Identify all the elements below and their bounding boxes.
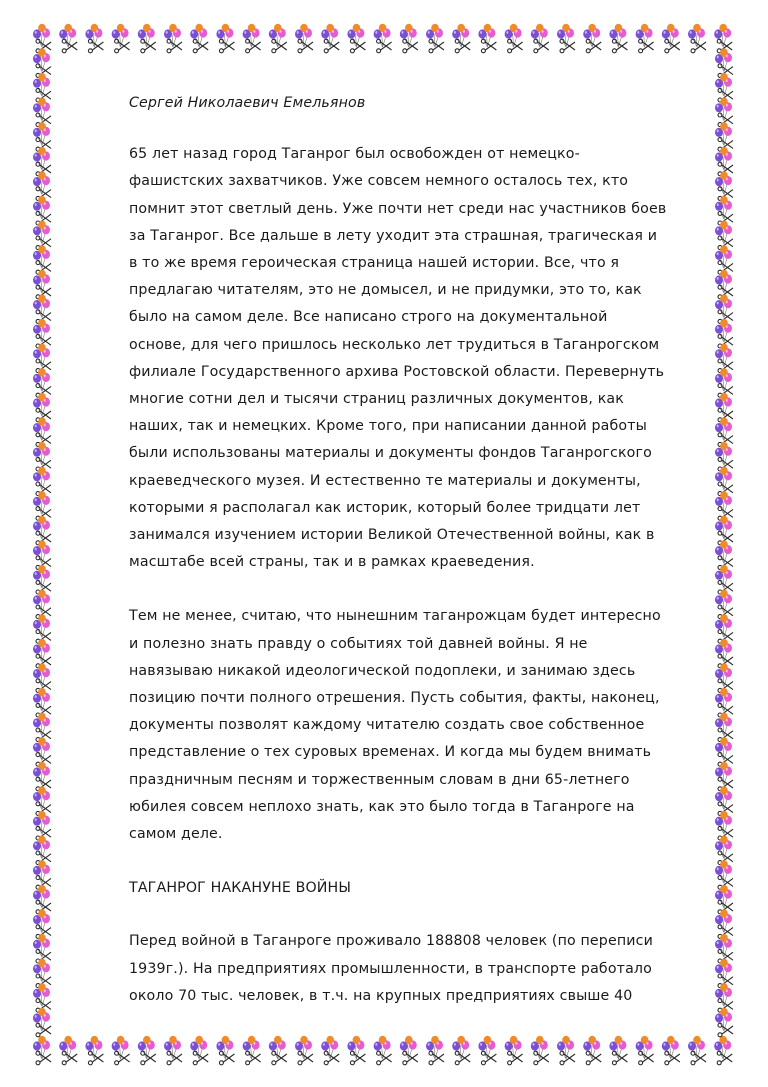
balloon-scissors-icon (33, 171, 51, 200)
balloon-scissors-icon (478, 24, 496, 53)
text-line: навязываю никакой идеологической подоплеки, и занимаю здесь (129, 662, 636, 679)
text-line: представление о тех суровых временах. И когда мы будем внимать (129, 744, 652, 761)
balloon-scissors-icon (426, 24, 444, 53)
balloon-scissors-icon (715, 196, 733, 225)
balloon-scissors-icon (33, 319, 51, 348)
balloon-scissors-icon (688, 24, 706, 53)
balloon-scissors-icon (33, 294, 51, 323)
paragraph-intro (129, 141, 689, 576)
balloon-scissors-icon (715, 516, 733, 545)
balloon-scissors-icon (33, 1008, 51, 1037)
balloon-scissors-icon (216, 24, 234, 53)
balloon-scissors-icon (33, 24, 51, 53)
text-line: 1939г.). На предприятиях промышленности, в транспорте работало (129, 960, 652, 977)
balloon-scissors-icon (33, 122, 51, 151)
balloon-scissors-icon (33, 639, 51, 668)
balloon-scissors-icon (33, 270, 51, 299)
text-line: Перед войной в Таганроге проживало 188808 человек (по переписи (129, 933, 653, 950)
balloon-scissors-icon (715, 713, 733, 742)
balloon-scissors-icon (688, 1036, 706, 1065)
balloon-scissors-icon (33, 909, 51, 938)
document-body (129, 90, 689, 1010)
balloon-scissors-icon (33, 48, 51, 77)
balloon-scissors-icon (33, 196, 51, 225)
balloon-scissors-icon (33, 663, 51, 692)
balloon-scissors-icon (85, 1036, 103, 1065)
balloon-scissors-icon (33, 73, 51, 102)
balloon-scissors-icon (505, 1036, 523, 1065)
text-line: наших, так и немецких. Кроме того, при написании данной работы (129, 418, 648, 435)
text-line: и полезно знать правду о событиях той давней войны. Я не (129, 635, 588, 652)
balloon-scissors-icon (33, 713, 51, 742)
balloon-scissors-icon (164, 1036, 182, 1065)
balloon-scissors-icon (715, 737, 733, 766)
balloon-scissors-icon (715, 983, 733, 1012)
balloon-scissors-icon (715, 294, 733, 323)
balloon-scissors-icon (33, 688, 51, 717)
balloon-scissors-icon (715, 639, 733, 668)
balloon-scissors-icon (33, 442, 51, 471)
paragraph-purpose (129, 603, 689, 848)
balloon-scissors-icon (714, 24, 732, 53)
balloon-scissors-icon (715, 122, 733, 151)
balloon-scissors-icon (715, 1008, 733, 1037)
balloon-scissors-icon (33, 565, 51, 594)
balloon-scissors-icon (33, 540, 51, 569)
balloon-scissors-icon (347, 1036, 365, 1065)
balloon-scissors-icon (715, 98, 733, 127)
balloon-scissors-icon (714, 1036, 732, 1065)
balloon-scissors-icon (715, 147, 733, 176)
balloon-scissors-icon (59, 24, 77, 53)
balloon-scissors-icon (715, 171, 733, 200)
balloon-scissors-icon (715, 762, 733, 791)
balloon-scissors-icon (112, 1036, 130, 1065)
balloon-scissors-icon (662, 24, 680, 53)
balloon-scissors-icon (295, 1036, 313, 1065)
balloon-scissors-icon (33, 786, 51, 815)
balloon-scissors-icon (400, 1036, 418, 1065)
balloon-scissors-icon (400, 24, 418, 53)
balloon-scissors-icon (243, 24, 261, 53)
balloon-scissors-icon (33, 590, 51, 619)
balloon-scissors-icon (715, 270, 733, 299)
balloon-scissors-icon (59, 1036, 77, 1065)
text-line: около 70 тыс. человек, в т.ч. на крупных предприятиях свыше 40 (129, 987, 633, 1004)
text-line: праздничным песням и торжественным словам в дни 65-летнего (129, 771, 630, 788)
balloon-scissors-icon (715, 811, 733, 840)
text-line: самом деле. (129, 826, 223, 843)
balloon-scissors-icon (531, 1036, 549, 1065)
balloon-scissors-icon (33, 1036, 51, 1065)
balloon-scissors-icon (33, 934, 51, 963)
balloon-scissors-icon (33, 737, 51, 766)
balloon-scissors-icon (715, 442, 733, 471)
balloon-scissors-icon (33, 147, 51, 176)
balloon-scissors-icon (33, 959, 51, 988)
balloon-scissors-icon (715, 663, 733, 692)
balloon-scissors-icon (190, 1036, 208, 1065)
balloon-scissors-icon (715, 368, 733, 397)
balloon-scissors-icon (374, 24, 392, 53)
paragraph-prewar (129, 928, 689, 1010)
text-line: было на самом деле. Все написано строго на документальной (129, 309, 608, 326)
balloon-scissors-icon (33, 491, 51, 520)
author-name: Сергей Николаевич Емельянов (129, 95, 366, 111)
text-line: основе, для чего пришлось несколько лет трудиться в Таганрогском (129, 336, 660, 353)
balloon-scissors-icon (583, 24, 601, 53)
text-line: помнит этот светлый день. Уже почти нет среди нас участников боев (129, 200, 667, 217)
balloon-scissors-icon (715, 565, 733, 594)
balloon-scissors-icon (609, 1036, 627, 1065)
balloon-scissors-icon (33, 983, 51, 1012)
text-line: занимался изучением истории Великой Отечественной войны, как в (129, 527, 655, 544)
balloon-scissors-icon (33, 516, 51, 545)
balloon-scissors-icon (33, 368, 51, 397)
balloon-scissors-icon (715, 959, 733, 988)
balloon-scissors-icon (33, 98, 51, 127)
balloon-scissors-icon (715, 885, 733, 914)
text-line: юбилея совсем неплохо знать, как это было тогда в Таганроге на (129, 798, 635, 815)
text-line: филиале Государственного архива Ростовской области. Перевернуть (129, 363, 665, 380)
section-heading: ТАГАНРОГ НАКАНУНЕ ВОЙНЫ (129, 880, 352, 897)
balloon-scissors-icon (426, 1036, 444, 1065)
balloon-scissors-icon (269, 1036, 287, 1065)
text-line: в то же время героическая страница нашей истории. Все, что я (129, 255, 620, 272)
balloon-scissors-icon (715, 836, 733, 865)
balloon-scissors-icon (269, 24, 287, 53)
balloon-scissors-icon (715, 614, 733, 643)
balloon-scissors-icon (216, 1036, 234, 1065)
balloon-scissors-icon (374, 1036, 392, 1065)
balloon-scissors-icon (715, 48, 733, 77)
balloon-scissors-icon (33, 221, 51, 250)
balloon-scissors-icon (33, 417, 51, 446)
balloon-scissors-icon (505, 24, 523, 53)
balloon-scissors-icon (715, 491, 733, 520)
text-line: позицию почти полного отрешения. Пусть события, факты, наконец, (129, 690, 660, 707)
balloon-scissors-icon (662, 1036, 680, 1065)
balloon-scissors-icon (715, 934, 733, 963)
balloon-scissors-icon (33, 344, 51, 373)
balloon-scissors-icon (33, 245, 51, 274)
text-line: фашистских захватчиков. Уже совсем немного осталось тех, кто (129, 173, 629, 190)
balloon-scissors-icon (715, 344, 733, 373)
balloon-scissors-icon (33, 614, 51, 643)
text-line: были использованы материалы и документы фондов Таганрогского (129, 445, 652, 462)
balloon-scissors-icon (715, 786, 733, 815)
balloon-scissors-icon (33, 836, 51, 865)
balloon-scissors-icon (557, 1036, 575, 1065)
balloon-scissors-icon (715, 393, 733, 422)
balloon-scissors-icon (715, 590, 733, 619)
balloon-scissors-icon (452, 1036, 470, 1065)
balloon-scissors-icon (33, 393, 51, 422)
balloon-scissors-icon (33, 762, 51, 791)
balloon-scissors-icon (33, 885, 51, 914)
balloon-scissors-icon (715, 909, 733, 938)
balloon-scissors-icon (33, 860, 51, 889)
balloon-scissors-icon (636, 1036, 654, 1065)
balloon-scissors-icon (138, 24, 156, 53)
balloon-scissors-icon (715, 221, 733, 250)
text-line: Тем не менее, считаю, что нынешним таганрожцам будет интересно (129, 608, 661, 625)
text-line: 65 лет назад город Таганрог был освобожден от немецко- (129, 146, 580, 163)
balloon-scissors-icon (138, 1036, 156, 1065)
text-line: краеведческого музея. И естественно те материалы и документы, (129, 472, 641, 489)
balloon-scissors-icon (85, 24, 103, 53)
balloon-scissors-icon (715, 319, 733, 348)
balloon-scissors-icon (636, 24, 654, 53)
balloon-scissors-icon (321, 24, 339, 53)
balloon-scissors-icon (715, 417, 733, 446)
balloon-scissors-icon (715, 245, 733, 274)
balloon-scissors-icon (295, 24, 313, 53)
balloon-scissors-icon (557, 24, 575, 53)
balloon-scissors-icon (715, 688, 733, 717)
balloon-scissors-icon (531, 24, 549, 53)
balloon-scissors-icon (478, 1036, 496, 1065)
balloon-scissors-icon (190, 24, 208, 53)
balloon-scissors-icon (164, 24, 182, 53)
text-line: многие сотни дел и тысячи страниц различных документов, как (129, 391, 624, 408)
balloon-scissors-icon (321, 1036, 339, 1065)
balloon-scissors-icon (715, 860, 733, 889)
balloon-scissors-icon (583, 1036, 601, 1065)
text-line: за Таганрог. Все дальше в лету уходит эта страшная, трагическая и (129, 227, 658, 244)
text-line: масштабе всей страны, так и в рамках краеведения. (129, 554, 535, 571)
balloon-scissors-icon (243, 1036, 261, 1065)
text-line: предлагаю читателям, это не домысел, и не придумки, это то, как (129, 282, 642, 299)
text-line: которыми я располагал как историк, который более тридцати лет (129, 499, 641, 516)
text-line: документы позволят каждому читателю создать свое собственное (129, 717, 645, 734)
balloon-scissors-icon (347, 24, 365, 53)
balloon-scissors-icon (452, 24, 470, 53)
balloon-scissors-icon (715, 467, 733, 496)
balloon-scissors-icon (33, 467, 51, 496)
balloon-scissors-icon (33, 811, 51, 840)
balloon-scissors-icon (715, 73, 733, 102)
balloon-scissors-icon (609, 24, 627, 53)
balloon-scissors-icon (112, 24, 130, 53)
balloon-scissors-icon (715, 540, 733, 569)
